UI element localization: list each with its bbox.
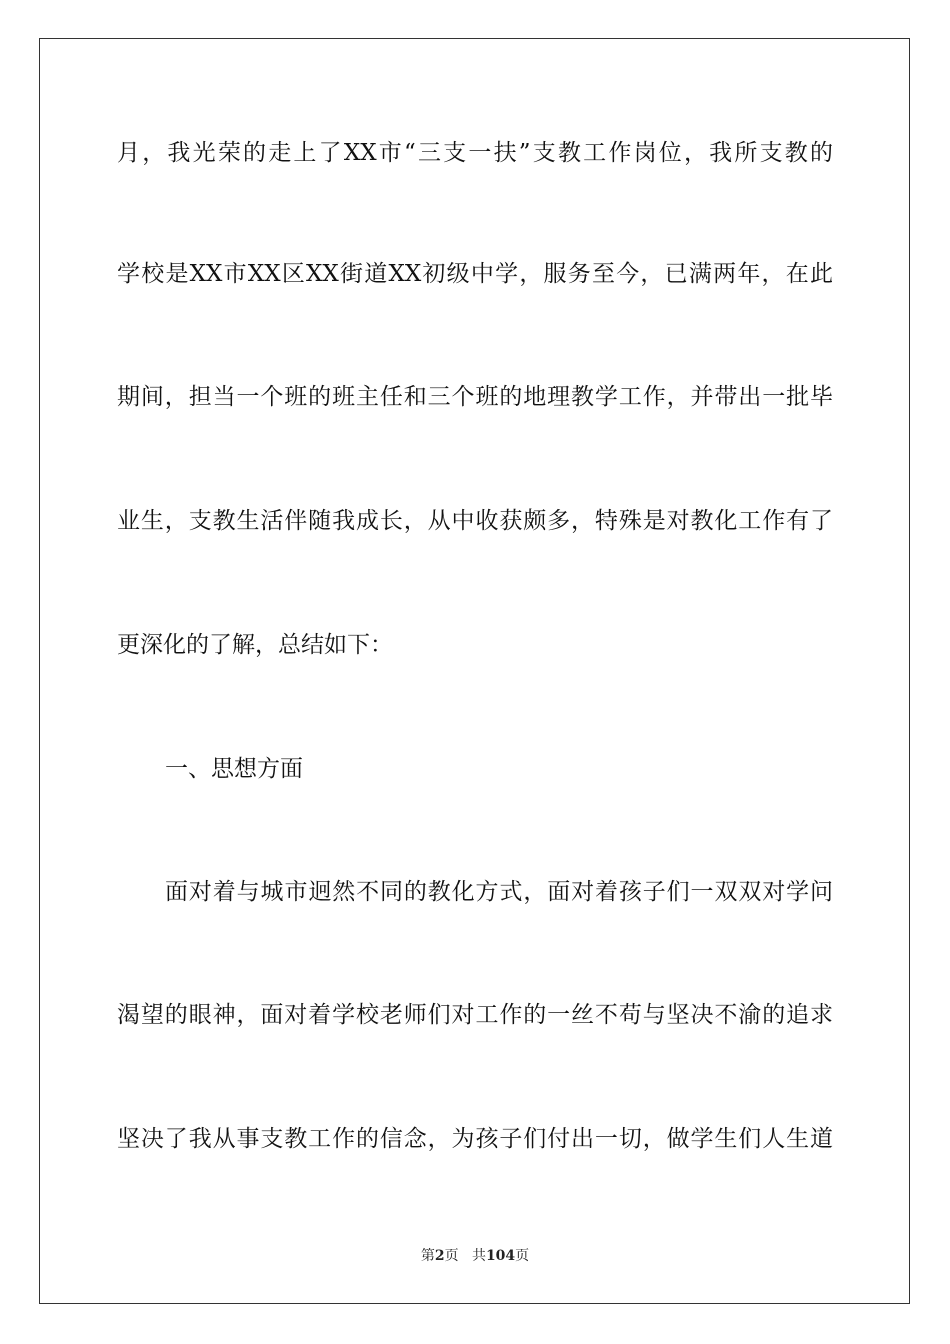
paragraph-line: 月，我光荣的走上了XX市“三支一扶”支教工作岗位，我所支教的 (117, 140, 833, 166)
page-number: 2 (434, 1248, 445, 1264)
section-heading: 一、思想方面 (165, 756, 303, 782)
page-prefix: 第 (420, 1248, 435, 1264)
paragraph-line: 期间，担当一个班的班主任和三个班的地理教学工作，并带出一批毕 (117, 384, 833, 410)
page-suffix: 页 (444, 1248, 459, 1264)
paragraph-line: 渴望的眼神，面对着学校老师们对工作的一丝不苟与坚决不渝的追求 (117, 1002, 833, 1028)
page-border (39, 38, 910, 1304)
paragraph-line: 面对着与城市迥然不同的教化方式，面对着孩子们一双双对学问 (165, 879, 833, 905)
total-suffix: 页 (515, 1248, 530, 1264)
paragraph-line: 学校是XX市XX区XX街道XX初级中学，服务至今，已满两年，在此 (117, 261, 833, 287)
total-prefix: 共 (471, 1248, 486, 1264)
paragraph-line: 更深化的了解，总结如下： (117, 632, 393, 658)
total-pages: 104 (485, 1248, 516, 1264)
paragraph-line: 坚决了我从事支教工作的信念，为孩子们付出一切，做学生们人生道 (117, 1126, 833, 1152)
paragraph-line: 业生，支教生活伴随我成长，从中收获颇多，特殊是对教化工作有了 (117, 508, 833, 534)
page-footer (0, 1247, 950, 1265)
